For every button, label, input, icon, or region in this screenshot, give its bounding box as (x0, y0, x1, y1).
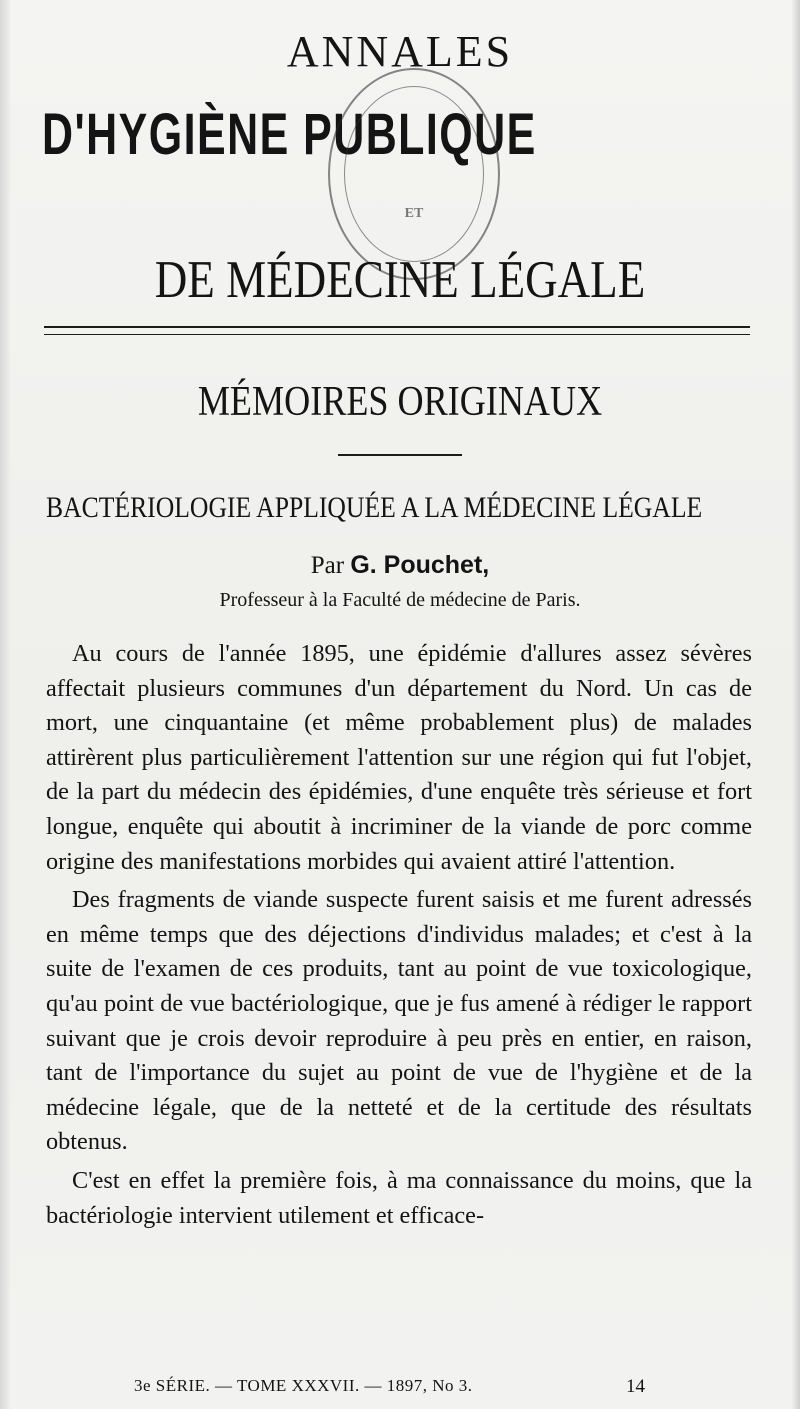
section-divider (338, 454, 462, 456)
section-title: MÉMOIRES ORIGINAUX (197, 379, 603, 425)
author-name: G. Pouchet, (350, 551, 490, 579)
journal-title-annales: ANNALES (286, 27, 514, 76)
page-right-edge (792, 0, 800, 1409)
article-body (46, 637, 752, 1233)
library-stamp (328, 68, 500, 280)
byline (0, 553, 800, 578)
article-title: BACTÉRIOLOGIE APPLIQUÉE A LA MÉDECINE LÉGALE (46, 491, 703, 524)
author-affiliation: Professeur à la Faculté de médecine de Paris. (219, 589, 581, 611)
series-info: 3e SÉRIE. — TOME XXXVII. — 1897, No 3. (134, 1376, 473, 1395)
journal-title-medecine: DE MÉDECINE LÉGALE (154, 251, 646, 309)
stamp-text: ET (404, 206, 424, 221)
signature-mark: 14 (626, 1376, 645, 1397)
stamp-inner-ring (344, 86, 484, 262)
journal-title-hygiene: D'HYGIÈNE PUBLIQUE (42, 102, 537, 167)
paragraph: Des fragments de viande suspecte furent saisis et me furent adressés en même temps que des déjections d'individus malades; et c'est à la suite de l'examen de ces produits, tant au point de vue toxicologique, qu'au point de vue bactériologique, que je fus amené à rédiger le rapport suivant que je crois devoir reproduire à peu près en entier, en raison, tant de l'importance du sujet au point de vue de l'hygiène et de la médecine légale, que de la netteté et de la certitude des résultats obtenus. (46, 886, 752, 1156)
byline-prefix: Par (310, 552, 345, 579)
header-double-rule (44, 326, 750, 335)
paragraph: Au cours de l'année 1895, une épidémie d'allures assez sévères affectait plusieurs communes d'un département du Nord. Un cas de mort, une cinquantaine (et même probablement plus) de malades attirèrent plus particulièrement l'attention sur une région qui fut l'objet, de la part du médecin des épidémies, d'une enquête très sérieuse et fort longue, enquête qui aboutit à incriminer de la viande de porc comme origine des manifestations morbides qui avaient attiré l'attention. (46, 640, 752, 875)
paragraph: C'est en effet la première fois, à ma connaissance du moins, que la bactériologie intervient utilement et efficace- (46, 1166, 752, 1229)
page-footer (0, 1377, 800, 1401)
page-left-edge (0, 0, 10, 1409)
